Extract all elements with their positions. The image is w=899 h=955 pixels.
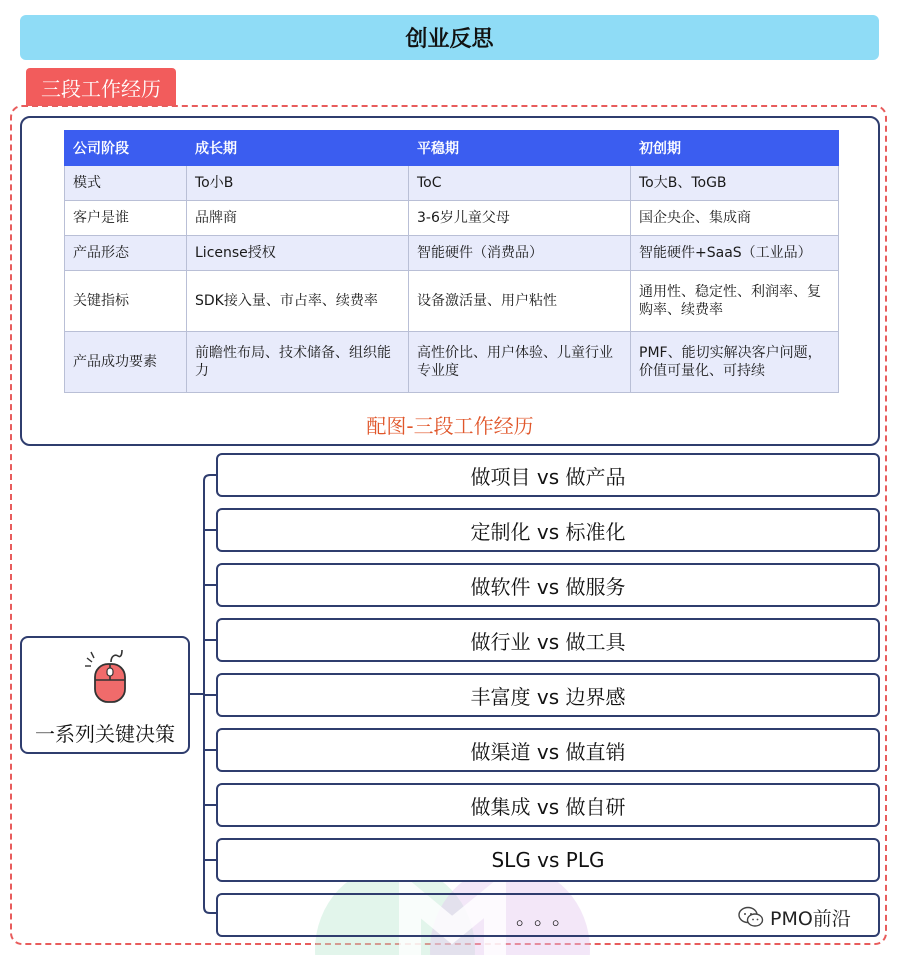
decisions-root-node [20,636,190,754]
decision-item: 做渠道 vs 做直销 [216,728,880,772]
table-cell: 通用性、稳定性、利润率、复购率、续费率 [631,271,839,332]
table-card [20,116,880,446]
watermark [738,902,851,932]
table-cell: PMF、能切实解决客户问题，价值可量化、可持续 [631,332,839,393]
table-cell: 3-6岁儿童父母 [409,201,631,236]
table-cell: 设备激活量、用户粘性 [409,271,631,332]
table-cell: 前瞻性布局、技术储备、组织能力 [187,332,409,393]
table-cell: ToC [409,166,631,201]
table-cell: 品牌商 [187,201,409,236]
table-cell: SDK接入量、市占率、续费率 [187,271,409,332]
decisions-root-label: 一系列关键决策 [35,722,175,746]
table-row [65,201,839,236]
decision-item: 做软件 vs 做服务 [216,563,880,607]
table-caption: 配图-三段工作经历 [366,414,534,438]
header-cell: 平稳期 [409,131,631,166]
table-cell: 高性价比、用户体验、儿童行业专业度 [409,332,631,393]
decision-item: 丰富度 vs 边界感 [216,673,880,717]
table-cell: To小B [187,166,409,201]
stages-table [64,130,839,393]
table-cell: 产品形态 [65,236,187,271]
decision-item: 做行业 vs 做工具 [216,618,880,662]
decision-item: 做集成 vs 做自研 [216,783,880,827]
table-cell: 国企央企、集成商 [631,201,839,236]
watermark-text: PMO前沿 [770,907,851,930]
table-header-row [65,131,839,166]
decision-item: SLG vs PLG [216,838,880,882]
header-cell: 初创期 [631,131,839,166]
table-row [65,271,839,332]
table-cell: 智能硬件（消费品） [409,236,631,271]
table-cell: To大B、ToGB [631,166,839,201]
table-cell: 模式 [65,166,187,201]
decision-item: 做项目 vs 做产品 [216,453,880,497]
table-cell: 关键指标 [65,271,187,332]
wechat-icon [738,906,764,928]
table-cell: License授权 [187,236,409,271]
decision-item-more: 。。。 [216,893,880,937]
table-cell: 客户是谁 [65,201,187,236]
header-cell: 成长期 [187,131,409,166]
header-cell: 公司阶段 [65,131,187,166]
table-row [65,332,839,393]
table-row [65,236,839,271]
decision-item: 定制化 vs 标准化 [216,508,880,552]
mouse-icon [85,648,135,706]
page-title: 创业反思 [20,15,879,60]
section-tab: 三段工作经历 [26,68,176,106]
table-cell: 产品成功要素 [65,332,187,393]
table-cell: 智能硬件+SaaS（工业品） [631,236,839,271]
table-row [65,166,839,201]
